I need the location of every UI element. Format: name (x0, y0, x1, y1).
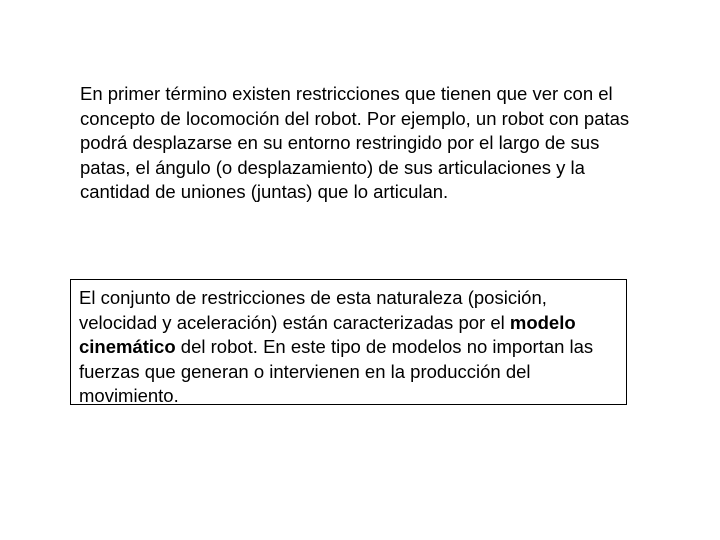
definition-box (70, 279, 627, 405)
highlighted-term: modelo cinemático (79, 311, 576, 357)
definition-text-before: El conjunto de restricciones de esta naturaleza (posición, velocidad y aceleración) están caracterizadas por el (79, 287, 547, 333)
definition-text-after: del robot. En este tipo de modelos no importan las fuerzas que generan o intervienen en la producción del movimiento. (79, 336, 594, 406)
intro-paragraph: En primer término existen restricciones que tienen que ver con el concepto de locomoción del robot. Por ejemplo, un robot con patas podrá desplazarse en su entorno restringido por el largo de sus patas, el ángulo (o desplazamiento) de sus articulaciones y la cantidad de uniones (juntas) que lo articulan. (80, 83, 630, 202)
definition-paragraph (79, 286, 627, 409)
